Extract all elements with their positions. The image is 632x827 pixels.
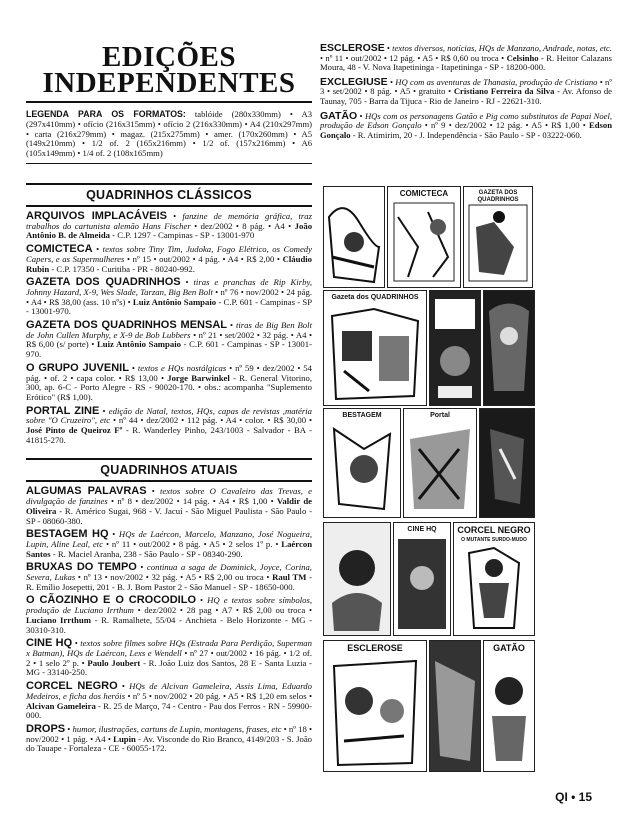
- cover-gazeta-mensal: [323, 290, 427, 406]
- entry-name: O GRUPO JUVENIL: [26, 361, 129, 374]
- entry-name: EXCLEGIUSE: [320, 75, 388, 88]
- entry-details: • nº 21 • set/2002 • 32 pág. • A4 • R$ 6,00 (s/ porte) •: [26, 329, 312, 350]
- entry-desc: HQs de Alcivan Gameleira, Assis Lima, Eduardo Medeiros, e ficha dos heróis: [26, 681, 312, 701]
- entry-details: • nº 44 • dez/2002 • 112 pág. • A4 • color. • R$ 30,00 •: [112, 415, 312, 426]
- cover-image-dark-1: [483, 290, 535, 406]
- list-item: ARQUIVOS IMPLACÁVEIS • fanzine de memória gráfica, traz trabalhos do cartunista alemão Hans Fischer • dez/2002 • 8 pág. • A4 • João Antônio B. de Almeida - C.P. 1297 - Campinas - SP - 13001-970: [26, 209, 313, 241]
- cover-art-dark-3: [430, 641, 480, 771]
- cover-art-esclerose: [324, 641, 426, 771]
- list-item: DROPS • humor, ilustrações, cartuns de Lupin, montagens, frases, etc • nº 18 • nov/2002 • 1 pág. • A4 • Lupin - Av. Visconde do Rio Branco, 4149/203 - S. João do Tauape - Fortaleza - CE - 60055-172.: [26, 722, 313, 754]
- entry-details: • dez/2002 • 8 pág. • A4 •: [194, 220, 292, 231]
- entry-contact: Luiz Antônio Sampaio: [97, 339, 181, 350]
- cover-bestagem: [323, 408, 401, 518]
- title-rule: [26, 101, 312, 103]
- cover-gazeta: [463, 186, 533, 288]
- cover-image-dark-2: [479, 408, 535, 518]
- entry-desc: edição de Natal, textos, HQs, capas de revistas ,matéria sobre "O Cruzeiro", etc: [26, 405, 312, 426]
- entry-details: • nº 76 • nov/2002 • 24 pág. • A4 • R$ 38,00 (ass. 10 nºs) •: [26, 286, 312, 307]
- cover-art-comicteca: [388, 187, 460, 287]
- entry-address: - R. Atimirim, 20 - J. Independência - São Paulo - SP - 03222-060.: [352, 129, 582, 140]
- cover-title-gazeta-mensal: Gazeta dos QUADRINHOS: [331, 294, 419, 301]
- cover-title-gatao: GATÃO: [493, 643, 525, 653]
- list-item: ESCLEROSE • textos diversos, notícias, HQs de Manzano, Andrade, notas, etc. • nº 11 • out/2002 • 12 pág. • A5 • R$ 0,60 ou troca • Celsinho - R. Heitor Calazans Moura, 48 - V. Nova Itapetininga - Itapetininga - SP - 18200-000.: [320, 42, 612, 73]
- entry-name: PORTAL ZINE: [26, 404, 100, 417]
- atuais-list: [26, 487, 312, 754]
- entry-contact: José Pinto de Queiroz Fº: [26, 425, 123, 436]
- entry-desc: continua a saga de Dominick, Joyce, Corina, Severa, Lukas: [26, 562, 312, 583]
- entry-name: O CÃOZINHO E O CROCODILO: [26, 594, 197, 607]
- cover-art-bruxas: [324, 523, 390, 635]
- entry-contact: Valdir de Oliveira: [26, 496, 313, 516]
- entry-address: - C.P. 1297 - Campinas - SP - 13001-970: [112, 230, 255, 241]
- cover-esclerose: [323, 640, 427, 772]
- legend-rule: [26, 163, 312, 164]
- entry-address: - R. Heitor Calazans Moura, 48 - V. Nova Itapetininga - Itapetininga - SP - 18200-000.: [320, 52, 612, 73]
- entry-name: ARQUIVOS IMPLACÁVEIS: [26, 209, 167, 222]
- entry-address: - R. Ramalhete, 55/04 - Anchieta - Belo Horizonte - MG - 30310-310.: [26, 614, 312, 635]
- entry-address: - R. Américo Sugai, 968 - V. Jacuí - São Miguel Paulista - São Paulo - SP - 08060-380.: [26, 505, 313, 526]
- cover-art-dark-2: [480, 409, 534, 517]
- entry-name: BRUXAS DO TEMPO: [26, 561, 137, 574]
- entry-details: • nº 3 • set/2002 • 8 pág. • A5 • gratuito •: [320, 76, 613, 97]
- entry-desc: tiras de Big Ben Bolt de John Cullen Murphy, e X-9 de Bob Lubbers: [26, 320, 312, 340]
- entry-details: • nº 13 • nov/2002 • 32 pág. • A5 • R$ 2,00 ou troca •: [77, 572, 270, 583]
- entry-contact: Raul TM: [272, 572, 307, 583]
- cover-cinehq: [393, 522, 451, 636]
- cover-image-juvenil: [429, 290, 481, 406]
- cover-title-cinehq: CINE HQ: [407, 526, 437, 533]
- cover-title-comicteca: COMICTECA: [399, 189, 449, 198]
- entry-contact: Lupin: [113, 733, 136, 744]
- cover-corcel: [453, 522, 535, 636]
- entry-name: BESTAGEM HQ: [26, 528, 109, 541]
- cover-art-gazeta-mensal: [324, 291, 426, 405]
- cover-art-bestagem: [324, 409, 400, 517]
- entry-details: • nº 11 • out/2002 • 12 pág. • A5 • R$ 0,60 ou troca •: [320, 52, 505, 63]
- entry-details: • nº 27 • out/2002 • 16 pág. • 1/2 of. 2 • 1 selo 2º p. •: [26, 648, 312, 668]
- entry-address: - R. Maciel Aranha, 238 - São Paulo - SP - 08340-290.: [52, 548, 243, 559]
- entry-name: CINE HQ: [26, 637, 73, 650]
- cover-portal: [403, 408, 477, 518]
- cover-art-gazeta: [464, 187, 532, 287]
- left-column: [26, 41, 313, 754]
- entry-name: CORCEL NEGRO: [26, 680, 118, 693]
- entry-contact: Luiz Antônio Sampaio: [132, 296, 217, 307]
- entry-contact: Cristiano Ferreira da Silva: [453, 86, 555, 97]
- entry-details: • nº 59 • dez/2002 • 54 pág. • of. 2 • capa color. • R$ 13,00 •: [26, 362, 312, 383]
- entry-desc: fanzine de memória gráfica, traz trabalhos do cartunista alemão Hans Fischer: [26, 210, 313, 231]
- format-legend: [26, 110, 312, 159]
- entry-desc: humor, ilustrações, cartuns de Lupin, montagens, frases, etc: [72, 723, 282, 734]
- entry-desc: HQ com as aventuras de Thanasia, produção de Cristiano: [395, 76, 598, 87]
- legend-label: LEGENDA PARA OS FORMATOS:: [26, 109, 186, 119]
- section-heading-atuais: QUADRINHOS ATUAIS: [26, 458, 312, 482]
- entry-desc: HQ e textos sobre símbolos, produção de Luciano Irrthum: [26, 595, 312, 616]
- cover-art-corcel: [454, 523, 534, 635]
- entry-address: - R. 25 de Março, 74 - Centro - Pau dos Ferros - RN - 59900-000.: [26, 700, 312, 721]
- entry-address: - R. Wanderley Pinho, 243/1003 - Salvador - BA - 41815-270.: [26, 425, 312, 445]
- entry-contact: Luciano Irrthum: [26, 614, 91, 625]
- list-item: EXCLEGIUSE • HQ com as aventuras de Thanasia, produção de Cristiano • nº 3 • set/2002 • 8 pág. • A5 • gratuito • Cristiano Ferreira da Silva - Av. Afonso de Taunay, 705 - Barra da Tijuca - Rio de Janeiro - RJ - 22621-310.: [320, 75, 613, 106]
- entry-details: • nº 8 • dez/2002 • 14 pág. • A4 • R$ 1,00 •: [111, 496, 274, 507]
- classicos-list: [26, 209, 313, 445]
- entry-contact: Paulo Joubert: [87, 657, 141, 668]
- section-heading-classicos: QUADRINHOS CLÁSSICOS: [26, 183, 312, 207]
- list-item: CORCEL NEGRO • HQs de Alcivan Gameleira, Assis Lima, Eduardo Medeiros, e ficha dos heróis • nº 5 • nov/2002 • 20 pág. • A5 • R$ 1,20 em selos • Alcivan Gameleira - R. 25 de Março, 74 - Centro - Pau dos Ferros - RN - 59900-000.: [26, 680, 312, 721]
- entry-details: • nº 15 • out/2002 • 4 pág. • A4 • R$ 2,00 •: [127, 253, 280, 264]
- entry-details: • nº 9 • dez/2002 • 12 pág. • A5 • R$ 1,00 •: [424, 120, 586, 131]
- cover-art-1: [324, 187, 384, 287]
- entry-desc: textos sobre filmes sobre HQs (Estrada Para Perdição, Superman x Batman), HQs de Laércon, Lexs e Wendell: [26, 638, 312, 658]
- entry-contact: Edson Gonçalo: [320, 120, 612, 140]
- entry-name: ALGUMAS PALAVRAS: [26, 485, 147, 498]
- entry-desc: HQs de Laércon, Marcelo, Manzano, José Nogueira, Lupin, Aline Leal, etc: [26, 529, 312, 549]
- entry-contact: João Antônio B. de Almeida: [26, 220, 313, 241]
- entry-name: COMICTECA: [26, 243, 93, 256]
- entry-address: - Av. Visconde do Rio Branco, 4149/203 - S. João do Tauape - Fortaleza - CE - 60055-172.: [26, 733, 313, 754]
- entry-contact: Jorge Barwinkel: [167, 372, 230, 383]
- cover-art-portal: [404, 409, 476, 517]
- entry-address: - C.P. 601 - Campinas - SP - 13001-970.: [26, 339, 312, 360]
- entry-address: - C.P. 601 - Campinas - SP - 13001-970.: [26, 296, 313, 317]
- list-item: O GRUPO JUVENIL • textos e HQs nostálgicas • nº 59 • dez/2002 • 54 pág. • of. 2 • capa color. • R$ 13,00 • Jorge Barwinkel - R. General Vitorino, 300, ap. 6-C - Porto Alegre - RS - 90020-170. • obs.: acompanha "Suplemento Erótico" (R$ 1,00).: [26, 361, 313, 402]
- cover-title-esclerose: ESCLEROSE: [347, 643, 403, 653]
- right-column: [320, 44, 612, 145]
- entry-name: GATÃO: [320, 109, 358, 122]
- page-title-line1: EDIÇÕES: [101, 41, 237, 73]
- entry-desc: textos sobre O Cavaleiro das Trevas, e divulgação de fanzines: [26, 486, 312, 507]
- list-item: COMICTECA • textos sobre Tiny Tim, Judoka, Fogo Elétrico, os Comedy Capers, e as Supermulheres • nº 15 • out/2002 • 4 pág. • A4 • R$ 2,00 • Cláudio Rubin - C.P. 17350 - Curitiba - PR - 80240-992.: [26, 243, 313, 274]
- list-item: GATÃO • HQs com os personagens Gatão e Pig como substitutos de Papai Noel, produção de Edson Gonçalo • nº 9 • dez/2002 • 12 pág. • A5 • R$ 1,00 • Edson Gonçalo - R. Atimirim, 20 - J. Independência - São Paulo - SP - 03222-060.: [320, 109, 612, 140]
- cover-title-bestagem: BESTAGEM: [342, 412, 382, 419]
- entry-contact: Laércon Santos: [26, 538, 313, 559]
- cover-gatao: [483, 640, 535, 772]
- cover-title-gazeta: GAZETA DOS QUADRINHOS: [477, 190, 519, 203]
- list-item: BESTAGEM HQ • HQs de Laércon, Marcelo, Manzano, José Nogueira, Lupin, Aline Leal, etc • nº 11 • out/2002 • 8 pág. • A5 • 2 selos 1º p. • Laércon Santos - R. Maciel Aranha, 238 - São Paulo - SP - 08340-290.: [26, 528, 313, 559]
- entry-details: • nº 5 • nov/2002 • 20 pág. • A5 • R$ 1,20 em selos •: [127, 690, 312, 701]
- entry-desc: HQs com os personagens Gatão e Pig como substitutos de Papai Noel, produção de Edson Gonçalo: [320, 110, 612, 131]
- cover-image-dark-3: [429, 640, 481, 772]
- cover-bruxas: [323, 522, 391, 636]
- entry-details: • nº 18 • nov/2002 • 1 pág. • A4 •: [26, 723, 312, 744]
- entry-details: • nº 11 • out/2002 • 8 pág. • A5 • 2 selos 1º p. •: [105, 538, 279, 549]
- entry-address: - C.P. 17350 - Curitiba - PR - 80240-992.: [51, 263, 195, 274]
- cover-subtitle-corcel: O MUTANTE SURDO-MUDO: [461, 537, 527, 543]
- cover-grid: [323, 186, 611, 776]
- entry-desc: textos sobre Tiny Tim, Judoka, Fogo Elétrico, os Comedy Capers, e as Supermulheres: [26, 244, 312, 264]
- list-item: BRUXAS DO TEMPO • continua a saga de Dominick, Joyce, Corina, Severa, Lukas • nº 13 • nov/2002 • 32 pág. • A5 • R$ 2,00 ou troca • Raul TM - R. Emílio Josepetti, 201 - B. J. Bom Pastor 2 - São Manuel - SP - 18650-000.: [26, 561, 312, 592]
- cover-title-corcel: CORCEL NEGRO: [457, 525, 531, 535]
- cover-art-dark-1: [484, 291, 534, 405]
- list-item: CINE HQ • textos sobre filmes sobre HQs (Estrada Para Perdição, Superman x Batman), HQs de Laércon, Lexs e Wendell • nº 27 • out/2002 • 16 pág. • 1/2 of. 2 • 1 selo 2º p. • Paulo Joubert - R. João Luiz dos Santos, 28 E - Santa Luzia - MG - 33140-250.: [26, 637, 312, 678]
- list-item: GAZETA DOS QUADRINHOS MENSAL • tiras de Big Ben Bolt de John Cullen Murphy, e X-9 de Bob Lubbers • nº 21 • set/2002 • 32 pág. • A4 • R$ 6,00 (s/ porte) • Luiz Antônio Sampaio - C.P. 601 - Campinas - SP - 13001-970.: [26, 319, 312, 360]
- entry-name: DROPS: [26, 722, 66, 735]
- entry-desc: textos diversos, notícias, HQs de Manzano, Andrade, notas, etc.: [392, 43, 612, 53]
- list-item: ALGUMAS PALAVRAS • textos sobre O Cavaleiro das Trevas, e divulgação de fanzines • nº 8 • dez/2002 • 14 pág. • A4 • R$ 1,00 • Valdir de Oliveira - R. Américo Sugai, 968 - V. Jacuí - São Miguel Paulista - São Paulo - SP - 08060-380.: [26, 485, 313, 526]
- entry-name: GAZETA DOS QUADRINHOS MENSAL: [26, 319, 227, 332]
- legend-text: tablóide (280x330mm) • A3 (297x410mm) • ofício (216x315mm) • ofício 2 (216x330mm) • A4 (210x297mm) • carta (216x279mm) • magaz. (215x275mm) • amer. (170x260mm) • A5 (149x210mm) • 1/2 of. 2 (165x216mm) • 1/2 of. (157x216mm) • A6 (105x149mm) • 1/4 of. 2 (108x165mm): [26, 109, 312, 159]
- entry-contact: Cláudio Rubin: [26, 253, 313, 274]
- entry-contact: Alcivan Gameleira: [26, 700, 96, 711]
- entry-name: GAZETA DOS QUADRINHOS: [26, 276, 181, 289]
- cover-art-cinehq: [394, 523, 450, 635]
- entry-address: - R. Emílio Josepetti, 201 - B. J. Bom Pastor 2 - São Manuel - SP - 18650-000.: [26, 572, 312, 592]
- entry-address: - R. João Luiz dos Santos, 28 E - Santa Luzia - MG - 33140-250.: [26, 657, 312, 678]
- cover-image-1: [323, 186, 385, 288]
- entry-desc: textos e HQs nostálgicas: [137, 362, 227, 373]
- cover-comicteca: [387, 186, 461, 288]
- entry-contact: Celsinho: [506, 52, 539, 63]
- cover-title-portal: Portal: [430, 412, 450, 419]
- cover-art-gatao: [484, 641, 534, 771]
- page-title-line2: INDEPENDENTES: [42, 67, 296, 99]
- entry-name: ESCLEROSE: [320, 42, 385, 54]
- entry-desc: tiras e pranchas de Rip Kirby, Johnny Hazard, X-9, Wes Slade, Tarzan, Big Ben Bolt: [26, 277, 312, 297]
- entry-details: • dez/2002 • 28 pag • A7 • R$ 2,00 ou troca •: [137, 605, 312, 616]
- list-item: PORTAL ZINE • edição de Natal, textos, HQs, capas de revistas ,matéria sobre "O Cruzeiro", etc • nº 44 • dez/2002 • 112 pág. • A4 • color. • R$ 30,00 • José Pinto de Queiroz Fº - R. Wanderley Pinho, 243/1003 - Salvador - BA - 41815-270.: [26, 404, 312, 445]
- list-item: O CÃOZINHO E O CROCODILO • HQ e textos sobre símbolos, produção de Luciano Irrthum • dez/2002 • 28 pag • A7 • R$ 2,00 ou troca • Luciano Irrthum - R. Ramalhete, 55/04 - Anchieta - Belo Horizonte - MG - 30310-310.: [26, 594, 312, 635]
- entry-address: - R. General Vitorino, 300, ap. 6-C - Porto Alegre - RS - 90020-170. • obs.: acompanha "Suplemento Erótico" (R$ 1,00).: [26, 372, 313, 402]
- entry-address: - Av. Afonso de Taunay, 705 - Barra da Tijuca - Rio de Janeiro - RJ - 22621-310.: [320, 86, 612, 106]
- page-footer: QI • 15: [555, 790, 592, 804]
- cover-art-juvenil: [430, 291, 480, 405]
- title-block: [26, 41, 312, 99]
- list-item: GAZETA DOS QUADRINHOS • tiras e pranchas de Rip Kirby, Johnny Hazard, X-9, Wes Slade, Tarzan, Big Ben Bolt • nº 76 • nov/2002 • 24 pág. • A4 • R$ 38,00 (ass. 10 nºs) • Luiz Antônio Sampaio - C.P. 601 - Campinas - SP - 13001-970.: [26, 276, 313, 317]
